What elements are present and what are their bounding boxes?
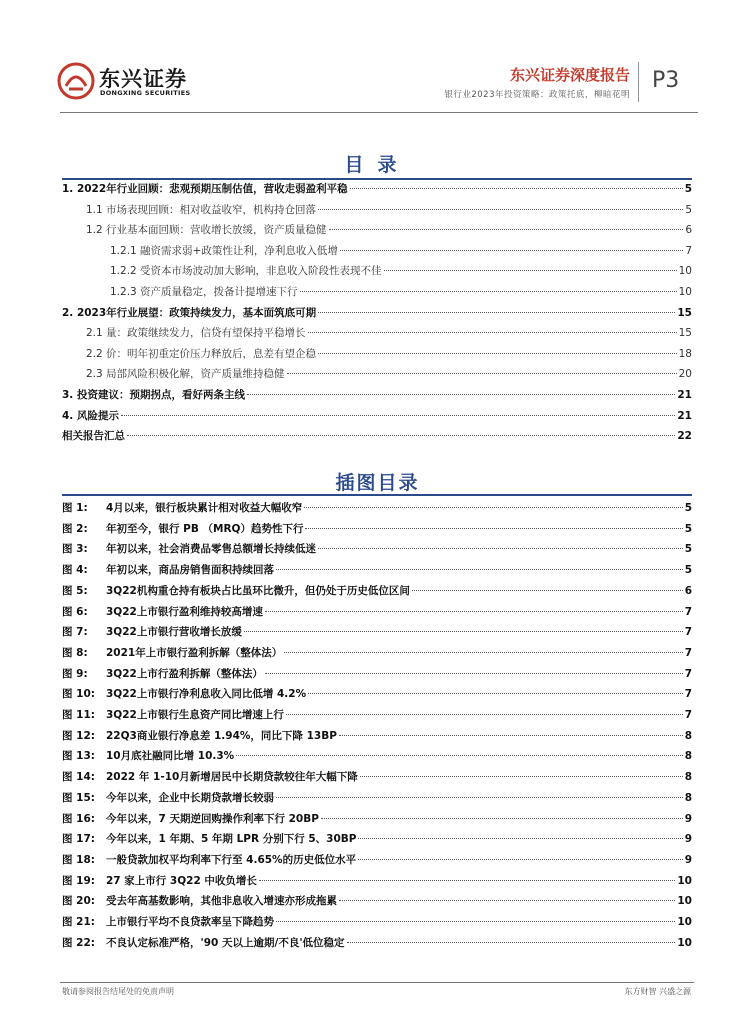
- figure-number: 图 21:: [62, 916, 95, 928]
- footer-disclaimer: 敬请参阅报告结尾处的免责声明: [62, 987, 174, 996]
- toc-item-label: 相关报告汇总: [62, 430, 125, 443]
- figure-item[interactable]: [62, 852, 692, 870]
- figure-item[interactable]: [62, 521, 692, 539]
- figure-leader-dots: [265, 611, 683, 612]
- figure-item[interactable]: [62, 893, 692, 911]
- toc-item-label: 1.2.3 资产质量稳定，拨备计提增速下行: [110, 286, 298, 298]
- footer-rule: [60, 982, 694, 983]
- figure-leader-dots: [304, 507, 682, 508]
- figure-item[interactable]: [62, 604, 692, 622]
- toc-item-page: 21: [677, 409, 692, 422]
- figure-number: 图 13:: [62, 750, 95, 763]
- figure-item-label: 2022 年 1-10月新增居民中长期贷款较往年大幅下降: [106, 771, 358, 784]
- report-subtitle: 银行业2023年投资策略：政策托底，柳暗花明: [444, 90, 630, 100]
- figure-item-page: 5: [684, 543, 692, 556]
- figure-number: 图 2:: [62, 522, 88, 535]
- figure-leader-dots: [339, 735, 683, 736]
- toc-item[interactable]: [86, 346, 692, 364]
- toc-item[interactable]: [62, 408, 692, 426]
- toc-item-label: 1.1 市场表现回顾：相对收益收窄，机构持仓回落: [86, 203, 317, 216]
- figure-number: 图 12:: [62, 729, 95, 742]
- figure-leader-dots: [244, 631, 683, 632]
- figure-item-label: 今年以来，1 年期、5 年期 LPR 分别下行 5、30BP: [106, 833, 357, 846]
- figure-item[interactable]: [62, 562, 692, 580]
- figure-number: 图 10:: [62, 688, 95, 701]
- figure-item[interactable]: [62, 541, 692, 559]
- figure-item[interactable]: [62, 831, 692, 849]
- figure-number: 图 15:: [62, 791, 95, 804]
- figure-item[interactable]: [62, 666, 692, 684]
- toc-item[interactable]: [86, 222, 692, 240]
- figure-item[interactable]: [62, 645, 692, 663]
- figure-item-page: 8: [684, 791, 692, 804]
- figure-item-label: 3Q22上市行盈利拆解（整体法）: [106, 667, 263, 680]
- toc-item[interactable]: [62, 181, 692, 199]
- header-divider: [638, 62, 639, 102]
- toc-item-page: 5: [684, 183, 692, 195]
- toc-item-label: 2.2 价：明年初重定价压力释放后，息差有望企稳: [86, 347, 317, 360]
- figure-item[interactable]: [62, 748, 692, 766]
- figure-leader-dots: [358, 838, 682, 839]
- toc-leader-dots: [287, 373, 677, 374]
- toc-item-label: 2. 2023年行业展望：政策持续发力，基本面筑底可期: [62, 306, 317, 319]
- figure-number: 图 20:: [62, 895, 95, 908]
- figure-item-label: 3Q22上市银行盈利维持较高增速: [106, 605, 263, 618]
- toc-item-page: 10: [678, 265, 692, 278]
- logo-text-en: DONGXING SECURITIES: [100, 89, 191, 97]
- figure-leader-dots: [358, 859, 683, 860]
- figure-item-label: 上市银行平均不良贷款率呈下降趋势: [106, 916, 274, 928]
- figure-item-page: 10: [677, 936, 692, 949]
- toc-item[interactable]: [86, 202, 692, 220]
- figure-leader-dots: [360, 776, 683, 777]
- figure-item-page: 7: [684, 688, 692, 701]
- figure-item-page: 10: [677, 916, 692, 928]
- toc-leader-dots: [384, 270, 677, 271]
- header-rule: [60, 112, 698, 113]
- figure-number: 图 7:: [62, 626, 88, 639]
- figure-item[interactable]: [62, 707, 692, 725]
- figure-item-label: 一般贷款加权平均利率下行至 4.65%的历史低位水平: [106, 853, 357, 866]
- toc-item-page: 21: [677, 389, 692, 401]
- figure-item-label: 10月底社融同比增 10.3%: [106, 750, 235, 763]
- figure-number: 图 6:: [62, 605, 88, 618]
- figure-item-label: 3Q22机构重仓持有板块占比虽环比微升，但仍处于历史低位区间: [106, 584, 410, 597]
- toc-item-page: 7: [685, 244, 692, 257]
- figure-number: 图 3:: [62, 543, 88, 556]
- dongxing-logo-icon: [57, 62, 95, 100]
- figure-number: 图 8:: [62, 646, 88, 659]
- figure-item-page: 7: [684, 626, 692, 639]
- figure-item[interactable]: [62, 728, 692, 746]
- toc-leader-dots: [329, 229, 684, 230]
- figure-item-page: 10: [677, 874, 692, 887]
- figure-number: 图 16:: [62, 812, 95, 825]
- figure-number: 图 5:: [62, 584, 88, 597]
- toc-leader-dots: [300, 291, 677, 292]
- figure-item-page: 7: [684, 646, 692, 659]
- figure-leader-dots: [321, 818, 683, 819]
- report-header: [0, 0, 755, 115]
- figure-item[interactable]: [62, 624, 692, 642]
- figure-item-label: 不良认定标准严格，'90 天以上逾期/不良'低位稳定: [106, 936, 345, 949]
- figure-leader-dots: [276, 797, 683, 798]
- toc-item-label: 2.3 局部风险积极化解，资产质量维持稳健: [86, 368, 285, 381]
- figure-item-page: 6: [684, 584, 692, 597]
- figure-leader-dots: [308, 693, 683, 694]
- figure-item-page: 5: [684, 502, 692, 514]
- figure-item-label: 27 家上市行 3Q22 中收负增长: [106, 874, 257, 887]
- toc-item-label: 4. 风险提示: [62, 409, 119, 422]
- toc-title-rule: [62, 178, 692, 180]
- figure-item-page: 7: [684, 709, 692, 721]
- figures-title: 插图目录: [335, 472, 420, 494]
- figure-item-label: 3Q22上市银行营收增长放缓: [106, 626, 242, 639]
- figure-item-page: 5: [684, 522, 692, 535]
- toc-leader-dots: [340, 250, 683, 251]
- toc-item-page: 18: [678, 347, 692, 360]
- page-number: P3: [652, 68, 680, 93]
- figures-title-rule: [62, 494, 692, 496]
- figure-number: 图 11:: [62, 709, 95, 721]
- figure-item-label: 年初至今，银行 PB （MRQ）趋势性下行: [106, 522, 304, 535]
- figure-leader-dots: [412, 590, 683, 591]
- toc-item[interactable]: [110, 284, 692, 302]
- figure-item-label: 22Q3商业银行净息差 1.94%，同比下降 13BP: [106, 729, 337, 742]
- figure-leader-dots: [286, 714, 683, 715]
- toc-item-page: 10: [678, 286, 692, 298]
- toc-leader-dots: [247, 394, 675, 395]
- toc-item-label: 1.2.2 受资本市场波动加大影响，非息收入阶段性表现不佳: [110, 265, 382, 278]
- logo-text-cn: 东兴证券: [99, 67, 187, 91]
- toc-item-label: 2.1 量：政策继续发力，信贷有望保持平稳增长: [86, 327, 306, 340]
- figure-number: 图 17:: [62, 833, 95, 846]
- toc-item[interactable]: [86, 366, 692, 384]
- figure-number: 图 18:: [62, 853, 95, 866]
- figure-item[interactable]: [62, 790, 692, 808]
- figure-number: 图 19:: [62, 874, 95, 887]
- toc-item[interactable]: [62, 305, 692, 323]
- toc-item[interactable]: [110, 263, 692, 281]
- toc-leader-dots: [318, 312, 675, 313]
- figure-item-page: 9: [684, 812, 692, 825]
- figure-item-label: 今年以来，企业中长期贷款增长较弱: [106, 791, 274, 804]
- figure-item[interactable]: [62, 811, 692, 829]
- toc-leader-dots: [121, 415, 675, 416]
- figure-item-page: 7: [684, 605, 692, 618]
- figure-item-label: 受去年高基数影响，其他非息收入增速亦形成拖累: [106, 895, 337, 908]
- figure-leader-dots: [347, 942, 676, 943]
- figure-number: 图 22:: [62, 936, 95, 949]
- figure-item-label: 2021年上市银行盈利拆解（整体法）: [106, 646, 283, 659]
- figure-item-label: 年初以来，社会消费品零售总额增长持续低迷: [106, 543, 316, 556]
- toc-leader-dots: [318, 353, 677, 354]
- figure-leader-dots: [284, 652, 682, 653]
- figure-leader-dots: [276, 921, 675, 922]
- figure-leader-dots: [318, 548, 683, 549]
- toc-item[interactable]: [110, 243, 692, 261]
- report-brand: 东兴证券深度报告: [509, 66, 630, 84]
- figure-item-page: 8: [684, 750, 692, 763]
- toc-item-page: 22: [677, 430, 692, 443]
- figure-item[interactable]: [62, 500, 692, 518]
- toc-item-label: 1.2 行业基本面回顾：营收增长放缓，资产质量稳健: [86, 224, 327, 237]
- figure-leader-dots: [339, 900, 675, 901]
- figure-item-page: 5: [684, 564, 692, 577]
- figure-item-page: 7: [684, 667, 692, 680]
- figure-item[interactable]: [62, 935, 692, 953]
- figure-number: 图 4:: [62, 564, 88, 577]
- figure-leader-dots: [265, 673, 683, 674]
- figure-item[interactable]: [62, 583, 692, 601]
- toc-item-label: 1. 2022年行业回顾：悲观预期压制估值，营收走弱盈利平稳: [62, 183, 348, 195]
- figure-item-label: 3Q22上市银行净利息收入同比低增 4.2%: [106, 688, 307, 701]
- toc-item[interactable]: [62, 387, 692, 405]
- figure-item-label: 3Q22上市银行生息资产同比增速上行: [106, 709, 284, 721]
- figure-leader-dots: [305, 528, 682, 529]
- toc-item-label: 1.2.1 融资需求弱+政策性让利，净利息收入低增: [110, 244, 338, 257]
- figure-item-page: 8: [684, 729, 692, 742]
- figure-item[interactable]: [62, 686, 692, 704]
- toc-item-page: 15: [677, 306, 692, 319]
- figure-item[interactable]: [62, 873, 692, 891]
- figure-item-page: 10: [677, 895, 692, 908]
- toc-item-page: 6: [685, 224, 692, 237]
- toc-leader-dots: [308, 332, 677, 333]
- toc-item[interactable]: [86, 325, 692, 343]
- figure-leader-dots: [276, 569, 683, 570]
- toc-item[interactable]: [62, 428, 692, 446]
- figure-item-label: 年初以来，商品房销售面积持续回落: [106, 564, 274, 577]
- figure-item[interactable]: [62, 769, 692, 787]
- figure-number: 图 14:: [62, 771, 95, 784]
- figure-leader-dots: [259, 880, 675, 881]
- toc-item-label: 3. 投资建议：预期拐点，看好两条主线: [62, 389, 245, 401]
- toc-item-page: 20: [678, 368, 692, 381]
- toc-leader-dots: [127, 435, 675, 436]
- figure-item-label: 今年以来，7 天期逆回购操作利率下行 20BP: [106, 812, 319, 825]
- figure-number: 图 9:: [62, 667, 88, 680]
- toc-leader-dots: [350, 188, 683, 189]
- figure-item-page: 9: [684, 833, 692, 846]
- figure-item[interactable]: [62, 914, 692, 932]
- figure-item-label: 4月以来，银行板块累计相对收益大幅收窄: [106, 502, 303, 514]
- toc-item-page: 5: [685, 203, 692, 216]
- company-logo: [57, 62, 207, 102]
- toc-item-page: 15: [678, 327, 692, 340]
- footer-slogan: 东方财智 兴盛之源: [624, 987, 691, 996]
- figure-item-page: 8: [684, 771, 692, 784]
- figure-item-page: 9: [684, 853, 692, 866]
- figure-number: 图 1:: [62, 502, 88, 514]
- toc-title: 目录: [344, 154, 411, 176]
- toc-leader-dots: [318, 209, 683, 210]
- figure-leader-dots: [236, 755, 682, 756]
